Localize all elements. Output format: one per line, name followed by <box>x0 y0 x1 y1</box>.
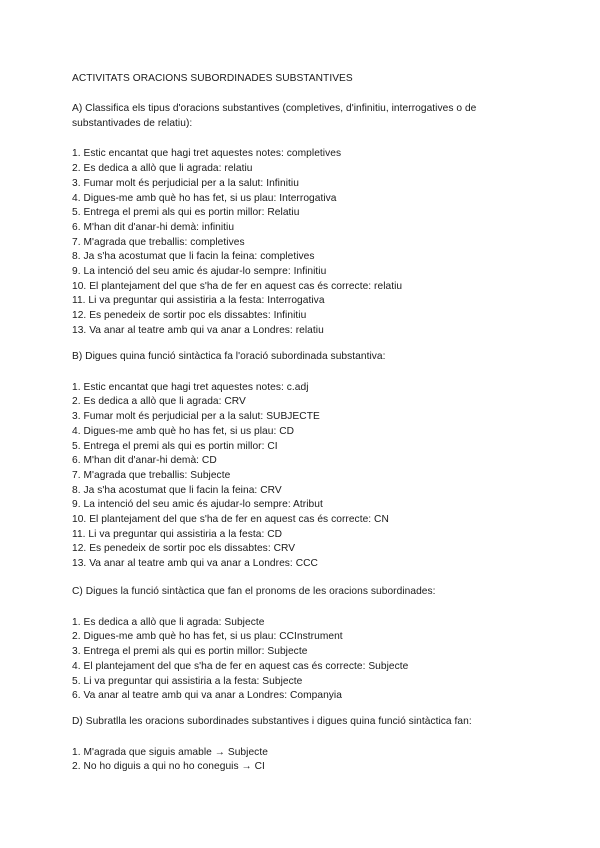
list-item: 11. Li va preguntar qui assistiria a la festa: Interrogativa <box>72 295 325 307</box>
document-title: ACTIVITATS ORACIONS SUBORDINADES SUBSTANTIVES <box>72 73 353 84</box>
section-a-heading: A) Classifica els tipus d'oracions substantives (completives, d'infinitiu, interrogatives o de substantivades de relatiu): <box>72 103 477 129</box>
list-item: 10. El plantejament del que s'ha de fer en aquest cas és correcte: relatiu <box>72 280 403 292</box>
section-a-list <box>72 147 542 338</box>
section-b-heading: B) Digues quina funció sintàctica fa l'oració subordinada substantiva: <box>72 351 386 362</box>
list-item: 4. Digues-me amb què ho has fet, si us plau: CD <box>72 425 295 437</box>
list-item: 2. Es dedica a allò que li agrada: relatiu <box>72 163 253 175</box>
list-item: 2. Es dedica a allò que li agrada: CRV <box>72 396 246 408</box>
list-item: 5. Li va preguntar qui assistiria a la festa: Subjecte <box>72 675 303 687</box>
list-item: 6. M'han dit d'anar-hi demà: infinitiu <box>72 221 235 233</box>
list-item: 3. Entrega el premi als qui es portin millor: Subjecte <box>72 646 308 658</box>
section-c-heading: C) Digues la funció sintàctica que fan el pronoms de les oracions subordinades: <box>72 586 436 597</box>
section-a <box>72 102 542 339</box>
list-item: 10. El plantejament del que s'ha de fer en aquest cas és correcte: CN <box>72 514 389 526</box>
section-b <box>72 350 542 572</box>
list-item: 3. Fumar molt és perjudicial per a la salut: Infinitiu <box>72 177 299 189</box>
list-item: 11. Li va preguntar qui assistiria a la festa: CD <box>72 528 283 540</box>
list-item: 2. No ho diguis a qui no ho coneguis → CI <box>72 761 265 773</box>
section-d <box>72 715 542 775</box>
list-item: 8. Ja s'ha acostumat que li facin la feina: CRV <box>72 484 282 496</box>
list-item: 12. Es penedeix de sortir poc els dissabtes: Infinitiu <box>72 310 307 322</box>
list-item: 4. El plantejament del que s'ha de fer en aquest cas és correcte: Subjecte <box>72 660 409 672</box>
list-item: 1. Estic encantat que hagi tret aquestes notes: completives <box>72 148 342 160</box>
list-item: 1. M'agrada que siguis amable → Subjecte <box>72 746 268 758</box>
section-d-heading: D) Subratlla les oracions subordinades substantives i digues quina funció sintàctica fan: <box>72 716 472 727</box>
list-item: 2. Digues-me amb què ho has fet, si us plau: CCInstrument <box>72 631 343 643</box>
list-item: 12. Es penedeix de sortir poc els dissabtes: CRV <box>72 543 296 555</box>
list-item: 7. M'agrada que treballis: Subjecte <box>72 469 231 481</box>
list-item: 1. Es dedica a allò que li agrada: Subjecte <box>72 616 265 628</box>
list-item: 1. Estic encantat que hagi tret aquestes notes: c.adj <box>72 381 309 393</box>
section-c <box>72 585 542 704</box>
list-item: 3. Fumar molt és perjudicial per a la salut: SUBJECTE <box>72 411 320 423</box>
list-item: 13. Va anar al teatre amb qui va anar a Londres: relatiu <box>72 324 324 336</box>
list-item: 6. Va anar al teatre amb qui va anar a Londres: Companyia <box>72 690 342 702</box>
list-item: 6. M'han dit d'anar-hi demà: CD <box>72 455 217 467</box>
section-d-list <box>72 746 542 775</box>
list-item: 13. Va anar al teatre amb qui va anar a Londres: CCC <box>72 558 318 570</box>
list-item: 9. La intenció del seu amic és ajudar-lo sempre: Infinitiu <box>72 266 327 278</box>
list-item: 8. Ja s'ha acostumat que li facin la feina: completives <box>72 251 315 263</box>
list-item: 7. M'agrada que treballis: completives <box>72 236 245 248</box>
section-c-list <box>72 616 542 704</box>
section-b-list <box>72 381 542 572</box>
list-item: 9. La intenció del seu amic és ajudar-lo sempre: Atribut <box>72 499 323 511</box>
list-item: 5. Entrega el premi als qui es portin millor: CI <box>72 440 278 452</box>
list-item: 4. Digues-me amb què ho has fet, si us plau: Interrogativa <box>72 192 337 204</box>
list-item: 5. Entrega el premi als qui es portin millor: Relatiu <box>72 207 300 219</box>
